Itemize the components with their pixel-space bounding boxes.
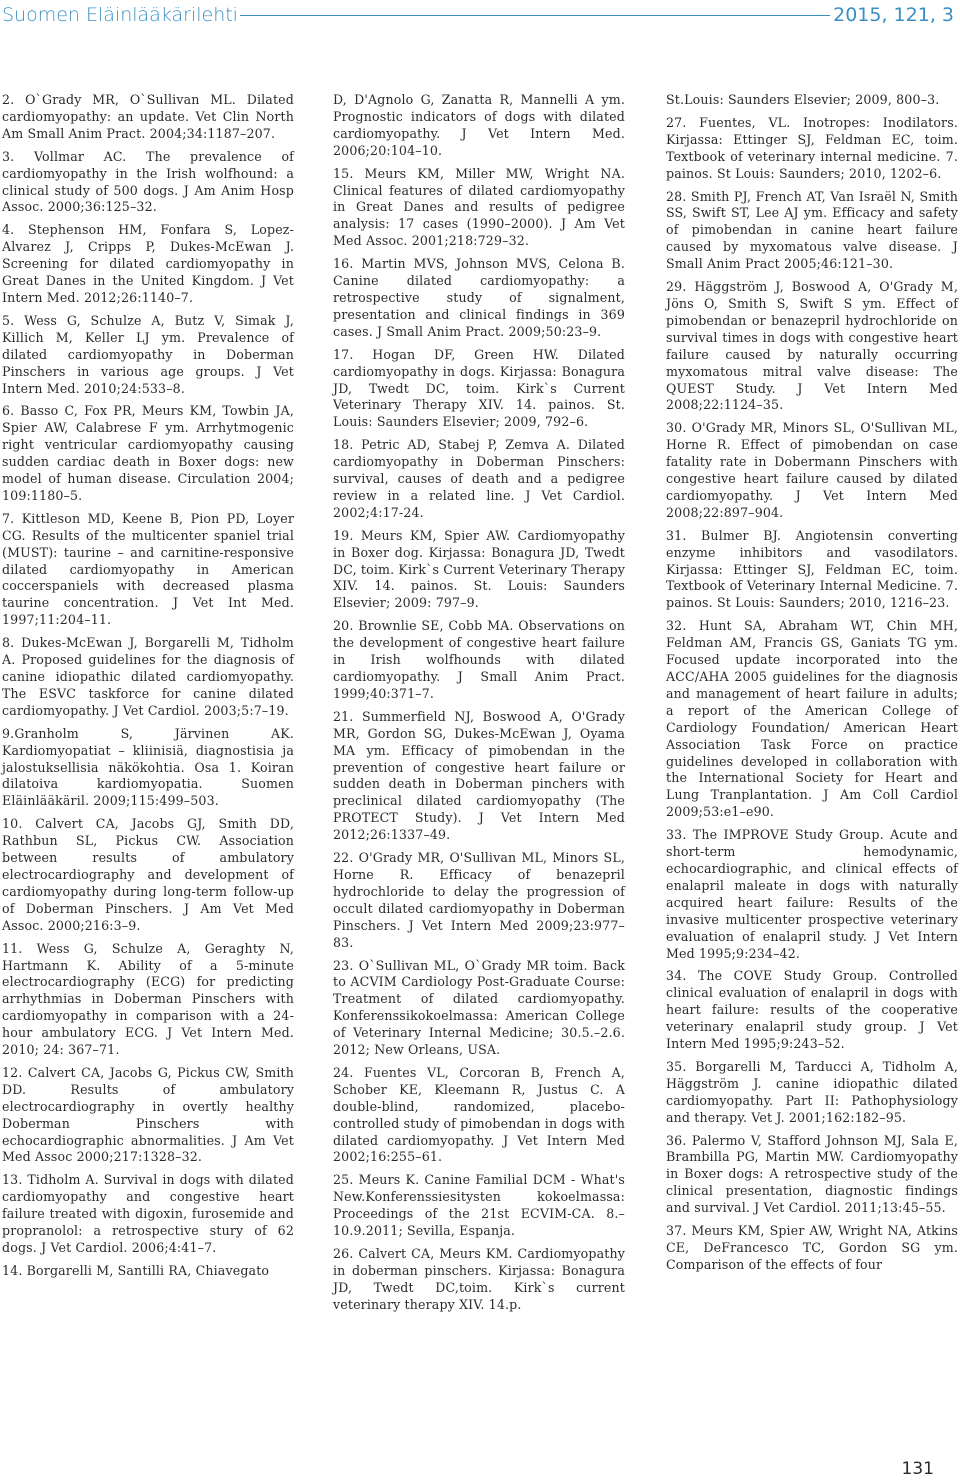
issue-info: 2015, 121, 3 bbox=[833, 4, 954, 26]
reference-entry: 37. Meurs KM, Spier AW, Wright NA, Atkins CE, DeFrancesco TC, Gordon SG ym. Comparison of the effects of four bbox=[666, 1223, 958, 1272]
reference-entry: 34. The COVE Study Group. Controlled clinical evaluation of enalapril in dogs with heart failure: results of the cooperative veterinary enalapril study group. J Vet Intern Med 1995;9:243–52. bbox=[666, 968, 958, 1052]
reference-entry: D, D'Agnolo G, Zanatta R, Mannelli A ym. Prognostic indicators of dogs with dilated cardiomyopathy. J Vet Intern Med. 2006;20:104–10. bbox=[333, 92, 625, 158]
reference-entry: 6. Basso C, Fox PR, Meurs KM, Towbin JA, Spier AW, Calabrese F ym. Arrhytmogenic right ventricular cardiomyopathy causing sudden cardiac death in Boxer dogs: new model of human disease. Circulation 2004; 109:1180–5. bbox=[2, 403, 294, 503]
reference-entry: 5. Wess G, Schulze A, Butz V, Simak J, Killich M, Keller LJ ym. Prevalence of dilated cardiomyopathy in Doberman Pinschers in various age groups. J Vet Intern Med. 2010;24:533–8. bbox=[2, 312, 294, 396]
reference-entry: 27. Fuentes, VL. Inotropes: Inodilators. Kirjassa: Ettinger SJ, Feldman EC, toim. Textbook of veterinary internal medicine. 7. painos. St Louis: Saunders; 2010, 1202–6. bbox=[666, 114, 958, 181]
reference-entry: 35. Borgarelli M, Tarducci A, Tidholm A, Häggström J. canine idiopathic dilated cardiomyopathy. Part II: Pathophysiology and therapy. Vet J. 2001;162:182–95. bbox=[666, 1058, 958, 1125]
reference-entry: 29. Häggström J, Boswood A, O'Grady M, Jöns O, Smith S, Swift S ym. Effect of pimobendan or benazepril hydrochloride on survival times in dogs with congestive heart failure caused by naturally occurring myxomatous mitral valve disease: The QUEST Study. J Vet Intern Med 2008;22:1124–35. bbox=[666, 279, 958, 413]
reference-entry: 21. Summerfield NJ, Boswood A, O'Grady MR, Gordon SG, Dukes-McEwan J, Oyama MA ym. Efficacy of pimobendan in the prevention of congestive heart failure or sudden death in Doberman pinchers with preclinical dilated cardiomyopathy (The PROTECT Study). J Vet Intern Med 2012;26:1337–49. bbox=[333, 708, 625, 843]
page-number: 131 bbox=[901, 1459, 934, 1479]
reference-entry: 19. Meurs KM, Spier AW. Cardiomyopathy in Boxer dog. Kirjassa: Bonagura JD, Twedt DC, toim. Kirk`s Current Veterinary Therapy XIV. 14. painos. St. Louis: Saunders Elsevier; 2009: 797–9. bbox=[333, 527, 626, 611]
reference-column-2 bbox=[333, 92, 625, 1320]
reference-entry: 8. Dukes-McEwan J, Borgarelli M, Tidholm A. Proposed guidelines for the diagnosis of canine idiopathic dilated cardiomyopathy. The ESVC taskforce for canine dilated cardiomyopathy. J Vet Cardiol. 2003;5:7–19. bbox=[2, 635, 294, 718]
reference-entry: St.Louis: Saunders Elsevier; 2009, 800–3. bbox=[666, 92, 940, 107]
reference-entry: 26. Calvert CA, Meurs KM. Cardiomyopathy in doberman pinschers. Kirjassa: Bonagura JD, Twedt DC,toim. Kirk`s current veterinary therapy XIV. 14.p. bbox=[333, 1246, 625, 1312]
page-header bbox=[0, 0, 960, 34]
reference-entry: 20. Brownlie SE, Cobb MA. Observations on the development of congestive heart failure in Irish wolfhounds with dilated cardiomyopathy. J Small Anim Pract. 1999;40:371–7. bbox=[333, 618, 625, 701]
reference-entry: 16. Martin MVS, Johnson MVS, Celona B. Canine dilated cardiomyopathy: a retrospective study of signalment, presentation and clinical findings in 369 cases. J Small Anim Pract. 2009;50:23–9. bbox=[333, 256, 625, 339]
reference-entry: 18. Petric AD, Stabej P, Zemva A. Dilated cardiomyopathy in Doberman Pinschers: survival, causes of death and a pedigree review in a related line. J Vet Cardiol. 2002;4:17-24. bbox=[333, 437, 625, 520]
reference-entry: 24. Fuentes VL, Corcoran B, French A, Schober KE, Kleemann R, Justus C. A double-blind, randomized, placebo-controlled study of pimobendan in dogs with dilated cardiomyopathy. J Vet Intern Med 2002;16:255–61. bbox=[333, 1064, 625, 1165]
reference-entry: 32. Hunt SA, Abraham WT, Chin MH, Feldman AM, Francis GS, Ganiats TG ym. Focused update incorporated into the ACC/AHA 2005 guidelines for the diagnosis and management of heart failure in adults; a report of the American College of Cardiology Foundation/ American Heart Association Task Force on practice guidelines developed in collaboration with the International Society for Heart and Lung Tranplantation. J Am Coll Cardiol 2009;53:e1–e90. bbox=[666, 618, 958, 820]
reference-entry: 17. Hogan DF, Green HW. Dilated cardiomyopathy in dogs. Kirjassa: Bonagura JD, Twedt DC, toim. Kirk`s Current Veterinary Therapy XIV. 14. painos. St. Louis: Saunders Elsevier; 2009, 792–6. bbox=[333, 346, 625, 430]
reference-entry: 4. Stephenson HM, Fonfara S, Lopez-Alvarez J, Cripps P, Dukes-McEwan J. Screening for dilated cardiomyopathy in Great Danes in the United Kingdom. J Vet Intern Med. 2012;26:1140–7. bbox=[2, 222, 294, 305]
reference-entry: 22. O'Grady MR, O'Sullivan ML, Minors SL, Horne R. Efficacy of benazepril hydrochloride to delay the progression of occult dilated cardiomyopathy in Doberman Pinschers. J Vet Intern Med 2009;23:977–83. bbox=[333, 850, 625, 950]
reference-entry: 15. Meurs KM, Miller MW, Wright NA. Clinical features of dilated cardiomyopathy in Great Danes and results of pedigree analysis: 17 cases (1990–2000). J Am Vet Med Assoc. 2001;218:729–32. bbox=[333, 165, 625, 249]
reference-entry: 28. Smith PJ, French AT, Van Israël N, Smith SS, Swift ST, Lee AJ ym. Efficacy and safety of pimobendan in canine heart failure caused by myxomatous valve disease. J Small Anim Pract 2005;46:121–30. bbox=[666, 188, 958, 272]
reference-entry: 36. Palermo V, Stafford Johnson MJ, Sala E, Brambilla PG, Martin MW. Cardiomyopathy in Boxer dogs: A retrospective study of the clinical presentation, diagnostic findings and survival. J Vet Cardiol. 2011;13:45–55. bbox=[666, 1132, 958, 1216]
reference-entry: 7. Kittleson MD, Keene B, Pion PD, Loyer CG. Results of the multicenter spaniel trial (MUST): taurine – and carnitine-responsive dilated cardiomyopathy in American coccerspaniels with decreased plasma taurine concentration. J Vet Int Med. 1997;11:204–11. bbox=[2, 510, 294, 628]
reference-entry: 25. Meurs K. Canine Familial DCM - What's New.Konferenssiesitysten kokoelmassa: Proceedings of the 21st ECVIM-CA. 8.–10.9.2011; Sevilla, Espanja. bbox=[333, 1172, 625, 1239]
reference-column-3 bbox=[666, 92, 958, 1280]
reference-entry: 23. O`Sullivan ML, O`Grady MR toim. Back to ACVIM Cardiology Post-Graduate Course: Treatment of dilated cardiomyopathy. Konferenssikokoelmassa: American College of Veterinary Internal Medicine; 30.5.–2.6. 2012; New Orleans, USA. bbox=[333, 957, 625, 1058]
reference-entry: 11. Wess G, Schulze A, Geraghty N, Hartmann K. Ability of a 5-minute electrocardiography (ECG) for predicting arrhythmias in Doberman Pinschers with cardiomyopathy in comparison with a 24-hour ambulatory ECG. J Vet Intern Med. 2010; 24: 367–71. bbox=[2, 940, 294, 1058]
reference-entry: 3. Vollmar AC. The prevalence of cardiomyopathy in the Irish wolfhound: a clinical study of 500 dogs. J Am Anim Hosp Assoc. 2000;36:125–32. bbox=[2, 148, 294, 215]
reference-entry: 12. Calvert CA, Jacobs G, Pickus CW, Smith DD. Results of ambulatory electrocardiography in overtly healthy Doberman Pinschers with echocardiographic abnormalities. J Am Vet Med Assoc 2000;217:1328–32. bbox=[2, 1064, 294, 1165]
reference-entry: 10. Calvert CA, Jacobs GJ, Smith DD, Rathbun SL, Pickus CW. Association between results of ambulatory electrocardiography and development of cardiomyopathy during long-term follow-up of Doberman Pinschers. J Am Vet Med Assoc. 2000;216:3–9. bbox=[2, 816, 294, 933]
reference-entry: 30. O'Grady MR, Minors SL, O'Sullivan ML, Horne R. Effect of pimobendan on case fatality rate in Dobermann Pinschers with congestive heart failure caused by dilated cardiomyopathy. J Vet Intern Med 2008;22:897–904. bbox=[666, 420, 958, 520]
reference-entry: 14. Borgarelli M, Santilli RA, Chiavegato bbox=[2, 1262, 270, 1278]
header-rule bbox=[240, 15, 830, 16]
reference-entry: 31. Bulmer BJ. Angiotensin converting enzyme inhibitors and vasodilators. Kirjassa: Ettinger SJ, Feldman EC, toim. Textbook of Veterinary Internal Medicine. 7. painos. St Louis: Saunders; 2010, 1216–23. bbox=[666, 527, 958, 611]
reference-entry: 13. Tidholm A. Survival in dogs with dilated cardiomyopathy and congestive heart failure treated with digoxin, furosemide and propranolol: a retrospective stury of 62 dogs. J Vet Cardiol. 2006;4:41–7. bbox=[2, 1172, 294, 1255]
reference-entry: 33. The IMPROVE Study Group. Acute and short-term hemodynamic, echocardiographic, and clinical effects of enalapril maleate in dogs with naturally acquired heart failure: Results of the invasive multicenter prospective veterinary evaluation of enalapril study. J Vet Intern Med 1995;9:234–42. bbox=[666, 827, 958, 961]
reference-entry: 2. O`Grady MR, O`Sullivan ML. Dilated cardiomyopathy: an update. Vet Clin North Am Small Anim Pract. 2004;34:1187–207. bbox=[2, 92, 294, 141]
journal-title: Suomen Eläinlääkärilehti bbox=[2, 4, 238, 26]
reference-entry: 9.Granholm S, Järvinen AK. Kardiomyopatiat – kliinisiä, diagnostisia ja jalostuksellisia näkökohtia. Osa 1. Koiran dilatoiva kardiomyopatia. Suomen Eläinlääkäril. 2009;115:499–503. bbox=[2, 725, 294, 809]
reference-column-1 bbox=[2, 92, 294, 1286]
